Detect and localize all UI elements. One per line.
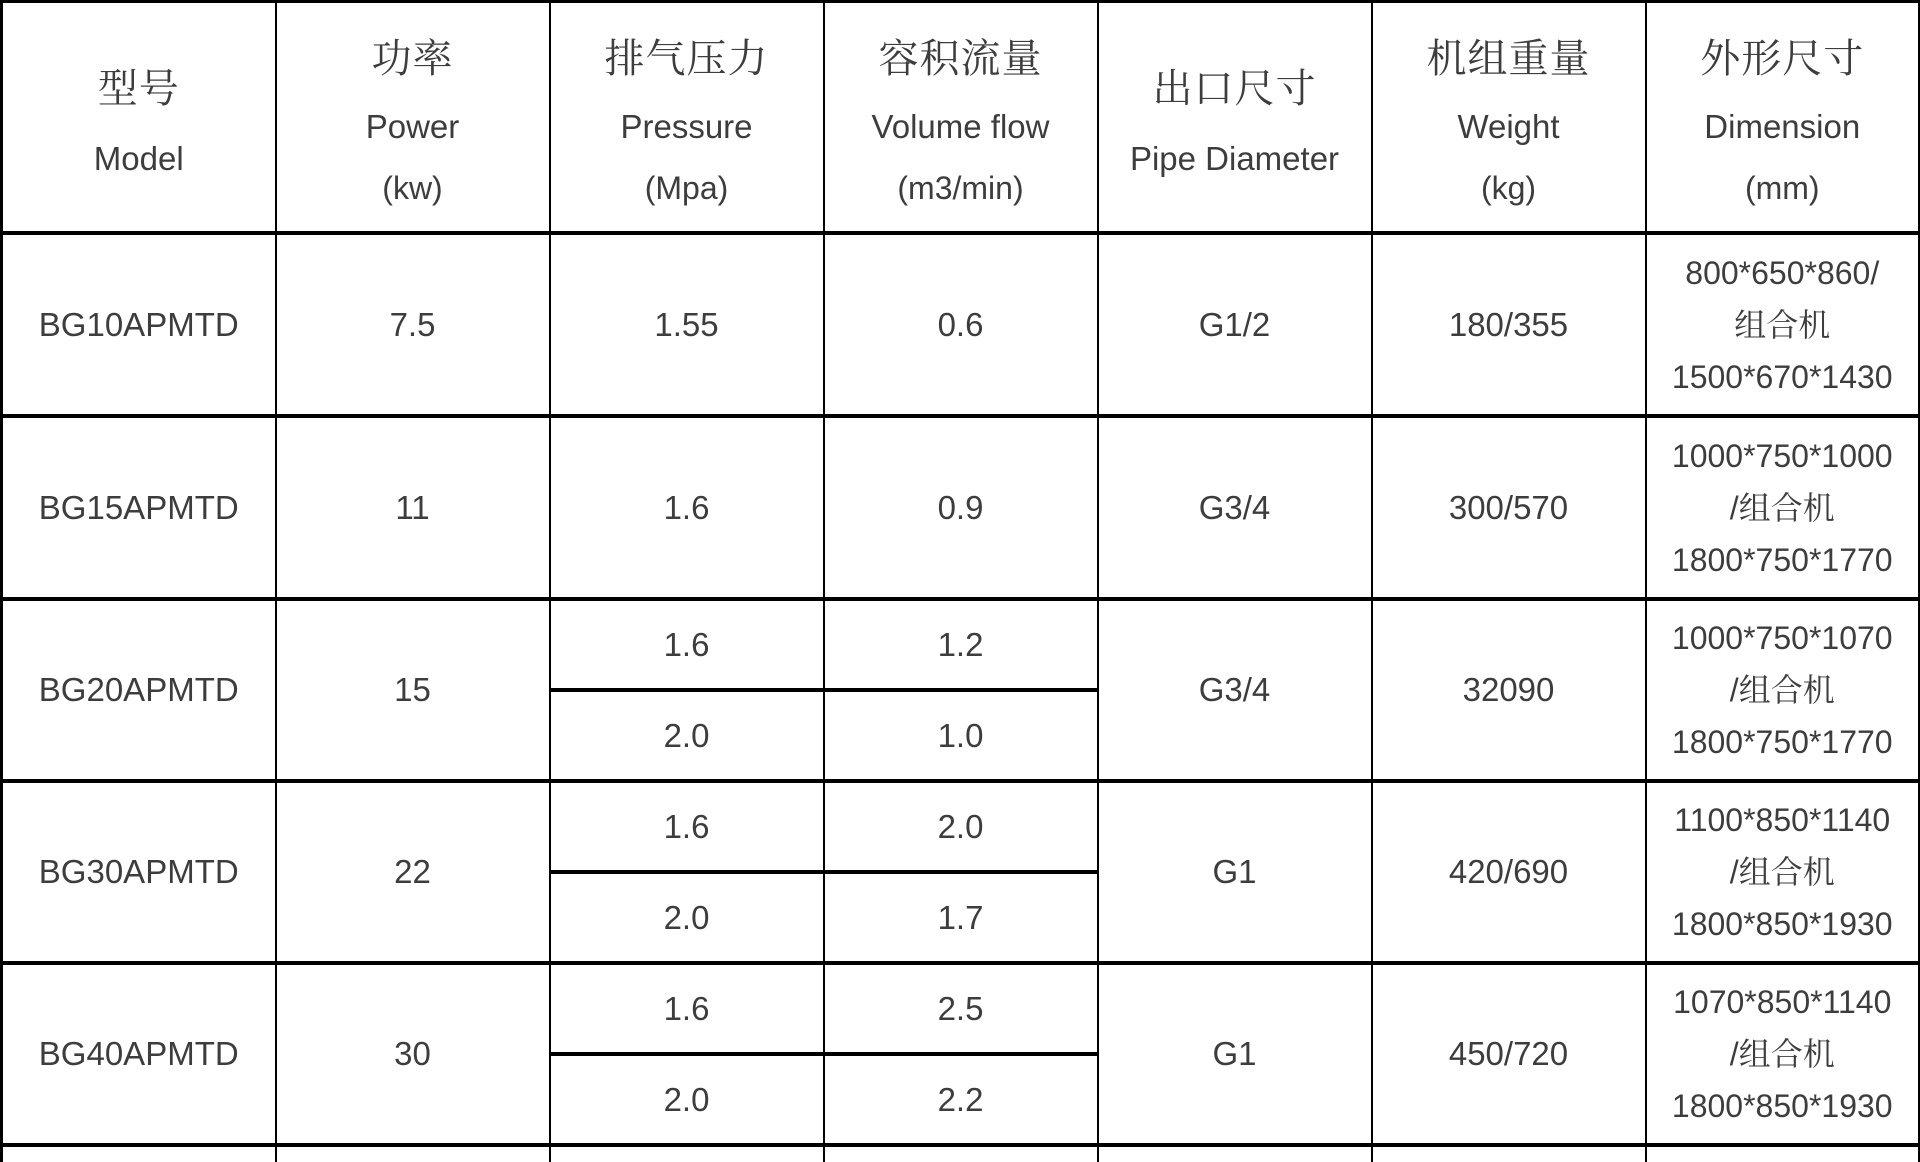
- header-cell-dimension: [1646, 2, 1920, 234]
- cell-volume-flow: 2.0: [824, 781, 1098, 872]
- cell-pipe-diameter: G1: [1098, 963, 1372, 1145]
- header-cell-model: [2, 2, 276, 234]
- header-weight-en: Weight: [1457, 108, 1560, 145]
- dimension-line: /组合机: [1729, 672, 1835, 708]
- cell-empty: [550, 1145, 824, 1162]
- cell-volume-flow: 1.7: [824, 872, 1098, 963]
- cell-power: 11: [276, 416, 550, 599]
- header-cell-power: [276, 2, 550, 234]
- cell-model: BG10APMTD: [2, 233, 276, 416]
- cell-dimension: [1646, 599, 1920, 781]
- cell-pressure: 1.55: [550, 233, 824, 416]
- cell-pressure: 2.0: [550, 690, 824, 781]
- cell-weight: 180/355: [1372, 233, 1646, 416]
- cell-power: 22: [276, 781, 550, 963]
- cell-empty: [2, 1145, 276, 1162]
- cell-model: BG40APMTD: [2, 963, 276, 1145]
- dimension-line: 1100*850*1140: [1674, 802, 1891, 838]
- cell-pressure: 2.0: [550, 1054, 824, 1145]
- header-pressure-en: Pressure: [620, 108, 753, 145]
- cell-pressure: 1.6: [550, 416, 824, 599]
- dimension-line: 1800*750*1770: [1671, 541, 1893, 578]
- cell-model: BG30APMTD: [2, 781, 276, 963]
- header-weight-unit: (kg): [1480, 170, 1537, 206]
- cell-pipe-diameter: G3/4: [1098, 416, 1372, 599]
- header-dimension-cn: 外形尺寸: [1700, 37, 1865, 81]
- header-cell-weight: [1372, 2, 1646, 234]
- cell-model: BG15APMTD: [2, 416, 276, 599]
- header-pressure-unit: (Mpa): [644, 170, 729, 206]
- header-volume-flow-cn: 容积流量: [878, 37, 1043, 81]
- table-header-row: [2, 2, 1920, 234]
- cell-weight: 450/720: [1372, 963, 1646, 1145]
- cell-pressure: 1.6: [550, 781, 824, 872]
- table-row-bg40-variant-1: [2, 963, 1920, 1054]
- cell-dimension: [1646, 963, 1920, 1145]
- cell-dimension: [1646, 233, 1920, 416]
- header-dimension-en: Dimension: [1704, 108, 1861, 145]
- header-dimension-unit: (mm): [1744, 170, 1820, 206]
- dimension-line: 1000*750*1000: [1671, 437, 1893, 474]
- dimension-line: 1070*850*1140: [1673, 984, 1892, 1020]
- dimension-line: 1800*750*1770: [1671, 724, 1893, 760]
- dimension-line: 1800*850*1930: [1671, 906, 1893, 942]
- header-pipe-diameter-en: Pipe Diameter: [1129, 139, 1340, 177]
- cell-power: 15: [276, 599, 550, 781]
- cell-empty: [1646, 1145, 1920, 1162]
- table-row-bg20-variant-1: [2, 599, 1920, 690]
- cell-dimension: [1646, 416, 1920, 599]
- dimension-line: /组合机: [1729, 489, 1835, 526]
- header-cell-pressure: [550, 2, 824, 234]
- cell-model: BG20APMTD: [2, 599, 276, 781]
- cell-volume-flow: 0.9: [824, 416, 1098, 599]
- header-model-en: Model: [93, 139, 184, 177]
- cell-empty: [1372, 1145, 1646, 1162]
- cell-power: 30: [276, 963, 550, 1145]
- cell-volume-flow: 2.5: [824, 963, 1098, 1054]
- cell-pipe-diameter: G1/2: [1098, 233, 1372, 416]
- cell-dimension: [1646, 781, 1920, 963]
- header-pressure-cn: 排气压力: [604, 37, 769, 81]
- dimension-line: 800*650*860/: [1685, 254, 1880, 291]
- cell-weight: 32090: [1372, 599, 1646, 781]
- header-pipe-diameter-cn: 出口尺寸: [1152, 66, 1317, 111]
- header-power-cn: 功率: [371, 37, 454, 81]
- header-cell-volume-flow: [824, 2, 1098, 234]
- header-power-unit: (kw): [382, 170, 443, 206]
- cell-weight: 300/570: [1372, 416, 1646, 599]
- cell-volume-flow: 2.2: [824, 1054, 1098, 1145]
- dimension-line: /组合机: [1729, 854, 1835, 890]
- header-volume-flow-unit: (m3/min): [897, 170, 1024, 206]
- header-model-cn: 型号: [97, 66, 180, 111]
- dimension-line: 1000*750*1070: [1671, 620, 1893, 656]
- cell-pipe-diameter: G1: [1098, 781, 1372, 963]
- cell-volume-flow: 0.6: [824, 233, 1098, 416]
- table-row-clipped: [2, 1145, 1920, 1162]
- cell-empty: [824, 1145, 1098, 1162]
- table-row-bg10: [2, 233, 1920, 416]
- cell-empty: [276, 1145, 550, 1162]
- dimension-line: 1800*850*1930: [1671, 1088, 1893, 1124]
- dimension-line: 组合机: [1734, 306, 1831, 343]
- header-cell-pipe-diameter: [1098, 2, 1372, 234]
- cell-volume-flow: 1.2: [824, 599, 1098, 690]
- cell-pressure: 1.6: [550, 963, 824, 1054]
- cell-power: 7.5: [276, 233, 550, 416]
- cell-weight: 420/690: [1372, 781, 1646, 963]
- dimension-line: /组合机: [1729, 1036, 1835, 1072]
- cell-volume-flow: 1.0: [824, 690, 1098, 781]
- cell-pressure: 2.0: [550, 872, 824, 963]
- cell-pipe-diameter: G3/4: [1098, 599, 1372, 781]
- header-weight-cn: 机组重量: [1426, 37, 1591, 81]
- cell-pressure: 1.6: [550, 599, 824, 690]
- table-row-bg30-variant-1: [2, 781, 1920, 872]
- header-power-en: Power: [365, 108, 460, 145]
- header-volume-flow-en: Volume flow: [871, 108, 1050, 145]
- dimension-line: 1500*670*1430: [1671, 358, 1893, 395]
- table-row-bg15: [2, 416, 1920, 599]
- cell-empty: [1098, 1145, 1372, 1162]
